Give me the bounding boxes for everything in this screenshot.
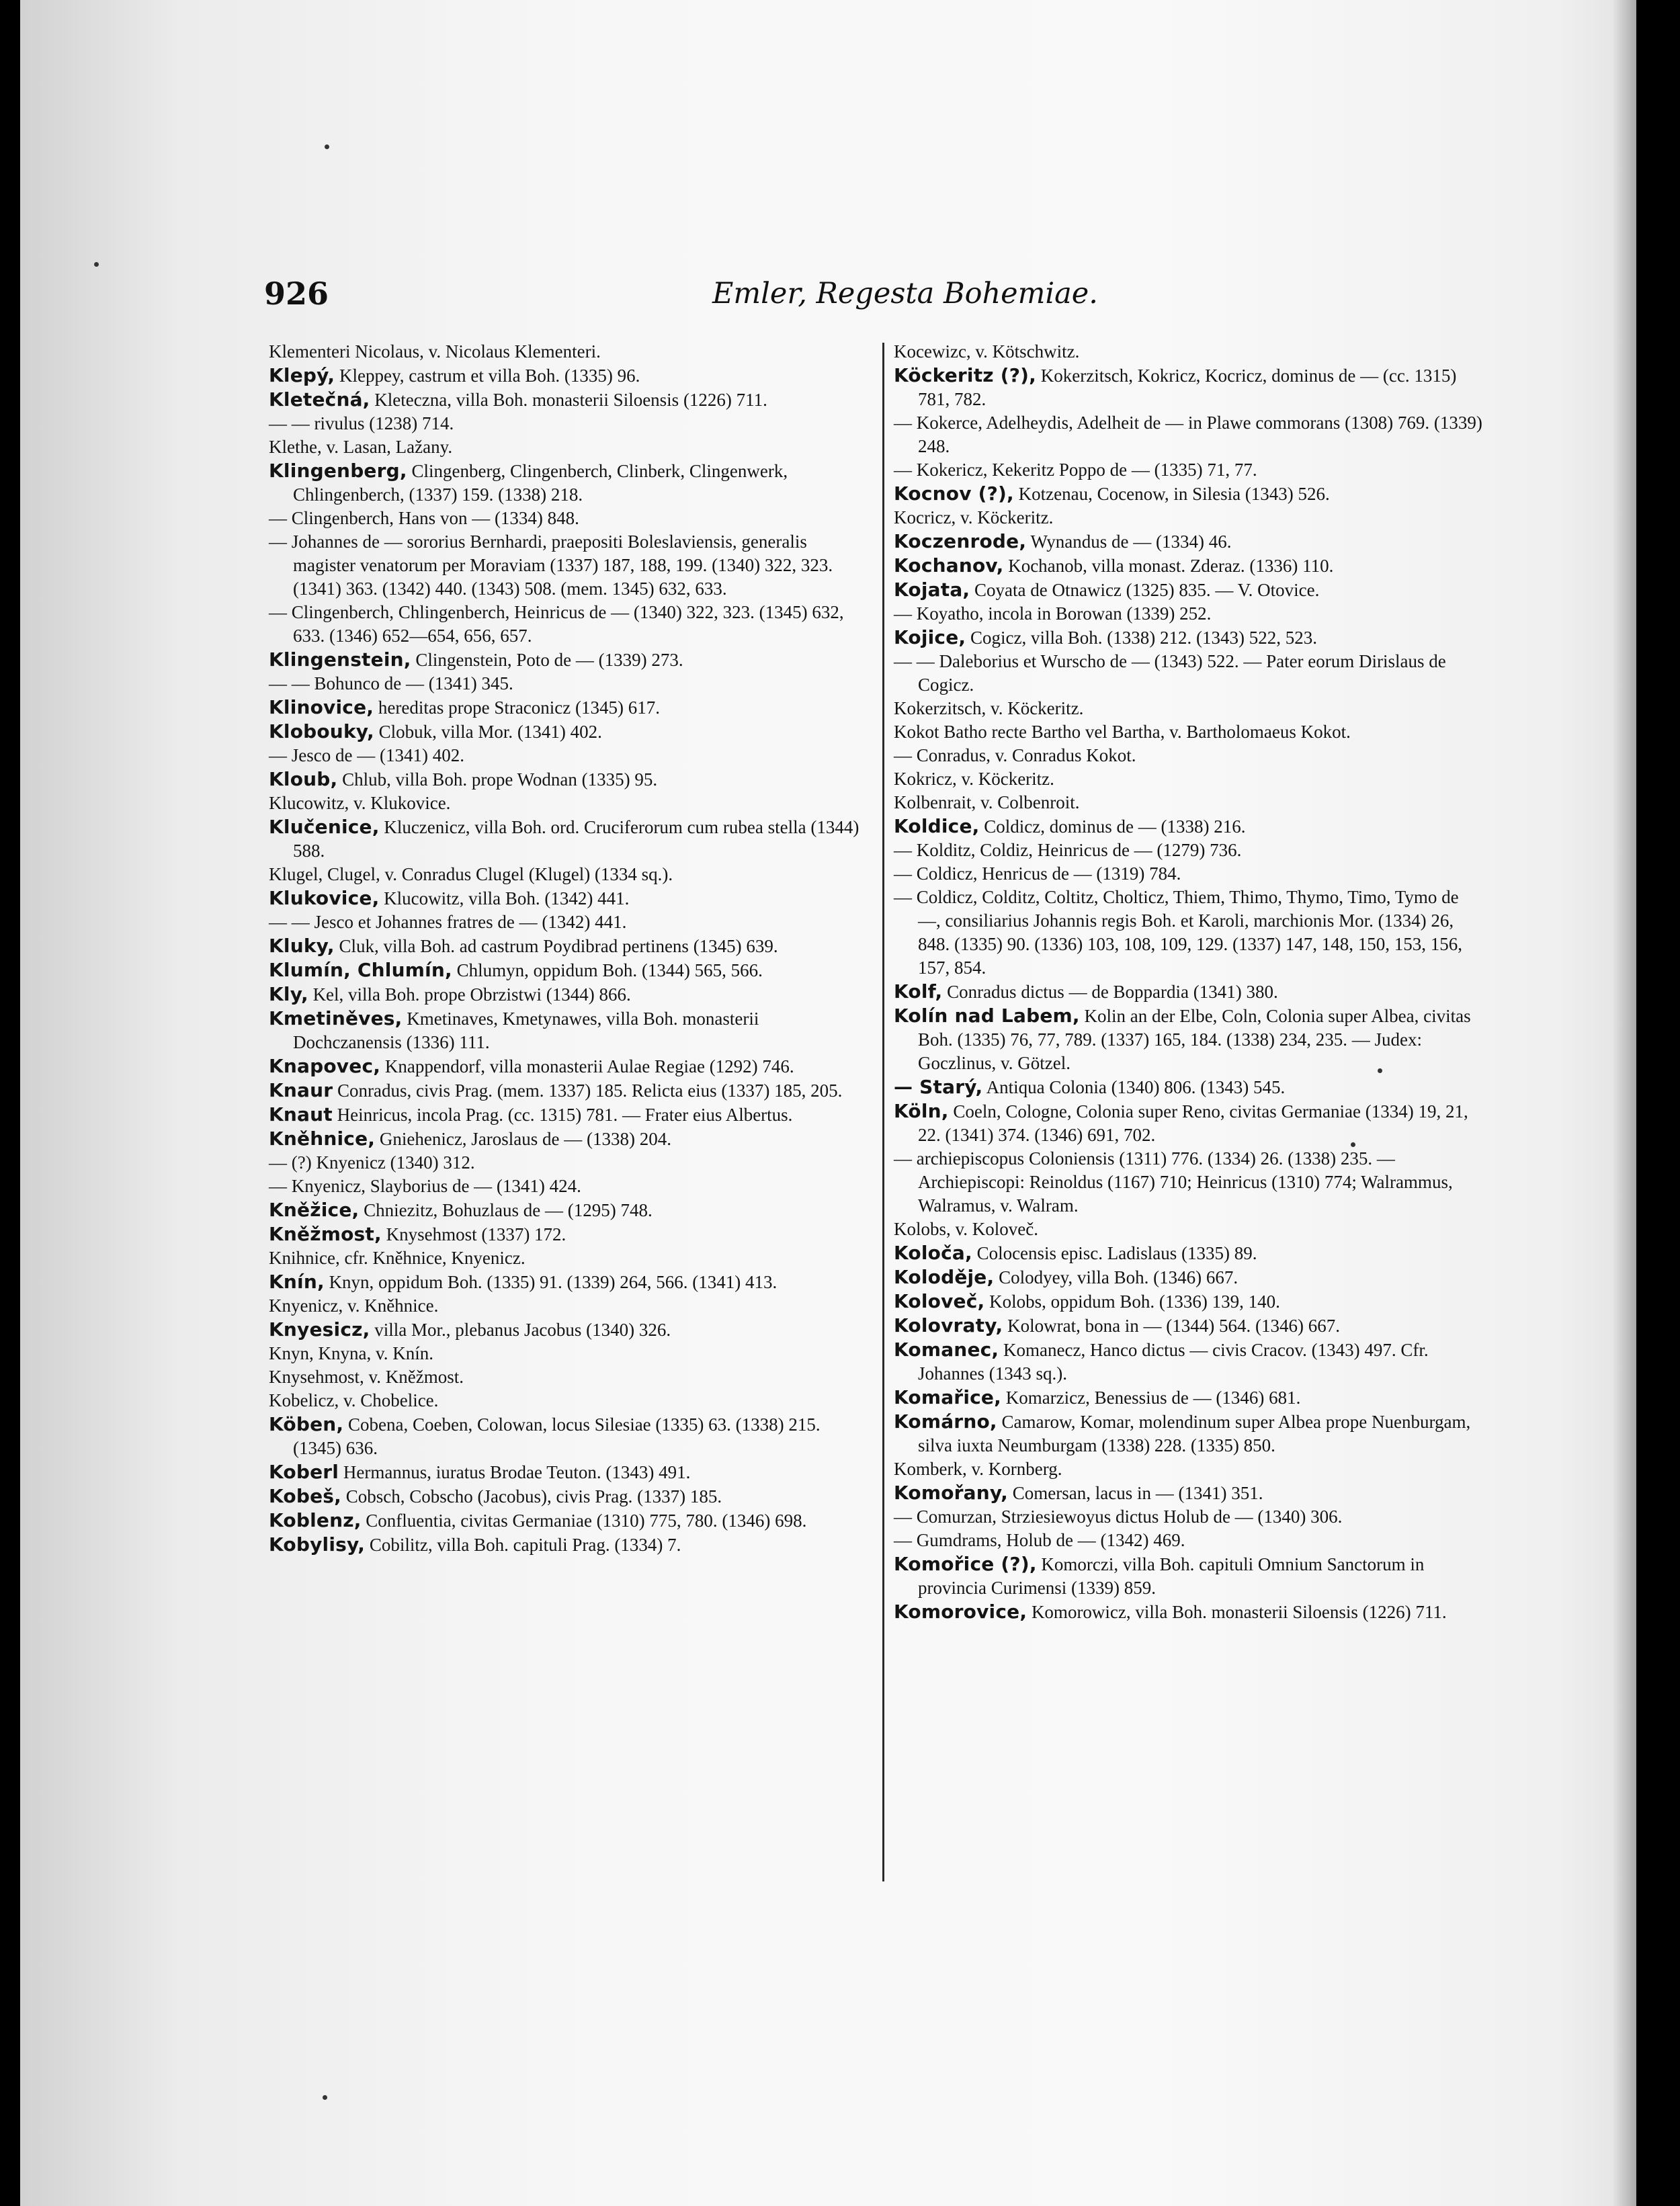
entry-headword: Kluky,	[269, 935, 335, 957]
index-entry	[894, 744, 1485, 767]
index-entry	[269, 364, 860, 388]
index-entry	[269, 1246, 860, 1270]
entry-text: Klucowitz, villa Boh. (1342) 441.	[379, 888, 630, 908]
entry-text: Klementeri Nicolaus, v. Nicolaus Klementeri.	[269, 341, 601, 362]
entry-text: — Kokerce, Adelheydis, Adelheit de — in Plawe commorans (1308) 769. (1339) 248.	[894, 413, 1482, 456]
index-entry	[269, 1151, 860, 1175]
entry-text: Knappendorf, villa monasterii Aulae Regiae (1292) 746.	[380, 1056, 794, 1076]
index-entry	[894, 791, 1485, 814]
index-entry	[269, 507, 860, 530]
entry-headword: Köln,	[894, 1100, 949, 1122]
index-entry	[269, 863, 860, 886]
entry-headword: Kmetiněves,	[269, 1007, 403, 1029]
entry-headword: Knapovec,	[269, 1055, 381, 1077]
index-entry	[894, 1265, 1485, 1289]
entry-text: — Knyenicz, Slayborius de — (1341) 424.	[269, 1176, 581, 1196]
scan-speck	[325, 144, 329, 149]
entry-text: Clobuk, villa Mor. (1341) 402.	[374, 722, 602, 742]
entry-text: Komanecz, Hanco dictus — civis Cracov. (1343) 497. Cfr. Johannes (1343 sq.).	[918, 1340, 1429, 1384]
index-entry	[269, 1389, 860, 1412]
index-entry	[894, 364, 1485, 411]
index-entry	[269, 601, 860, 648]
entry-text: Colodyey, villa Boh. (1346) 667.	[994, 1267, 1238, 1287]
entry-headword: Kolín nad Labem,	[894, 1005, 1080, 1027]
index-entry	[894, 602, 1485, 626]
index-entry	[269, 1484, 860, 1509]
entry-headword: Komorovice,	[894, 1601, 1027, 1623]
index-entry	[269, 1365, 860, 1389]
column-divider	[882, 343, 884, 1881]
entry-text: Conradus dictus — de Boppardia (1341) 380.	[942, 982, 1278, 1002]
entry-headword: Kojata,	[894, 579, 970, 601]
scan-speck	[323, 2095, 327, 2100]
entry-text: Klugel, Clugel, v. Conradus Clugel (Klugel) (1334 sq.).	[269, 864, 673, 884]
index-entry	[269, 1294, 860, 1318]
entry-text: Kel, villa Boh. prope Obrzistwi (1344) 866.	[308, 984, 631, 1005]
entry-headword: Koldice,	[894, 815, 980, 837]
entry-text: Coyata de Otnawicz (1325) 835. — V. Otovice.	[970, 580, 1320, 600]
entry-text: Chniezitz, Bohuzlaus de — (1295) 748.	[359, 1200, 653, 1220]
entry-text: Knysehmost (1337) 172.	[381, 1224, 566, 1244]
entry-text: — (?) Knyenicz (1340) 312.	[269, 1152, 475, 1173]
entry-text: Cobilitz, villa Boh. capituli Prag. (1334) 7.	[365, 1535, 681, 1555]
index-entry	[894, 1004, 1485, 1075]
index-entry	[894, 554, 1485, 578]
entry-headword: Klumín, Chlumín,	[269, 959, 452, 981]
right-column	[894, 340, 1485, 1624]
entry-headword: Kloub,	[269, 768, 338, 790]
entry-text: — Gumdrams, Holub de — (1342) 469.	[894, 1530, 1185, 1550]
index-entry	[269, 1318, 860, 1342]
entry-headword: Klobouky,	[269, 720, 374, 743]
index-entry	[894, 697, 1485, 720]
entry-text: villa Mor., plebanus Jacobus (1340) 326.	[370, 1320, 671, 1340]
index-entry	[269, 1342, 860, 1365]
index-entry	[894, 340, 1485, 364]
running-title: Emler, Regesta Bohemiae.	[712, 277, 1098, 310]
index-entry	[269, 767, 860, 792]
index-entry	[894, 1505, 1485, 1529]
entry-text: Gniehenicz, Jaroslaus de — (1338) 204.	[375, 1129, 672, 1149]
entry-text: Kluczenicz, villa Boh. ord. Cruciferorum cum rubea stella (1344) 588.	[293, 817, 859, 861]
entry-text: Knyenicz, v. Kněhnice.	[269, 1296, 439, 1316]
index-entry	[269, 388, 860, 412]
entry-text: — Clingenberch, Hans von — (1334) 848.	[269, 508, 579, 528]
entry-text: Kokot Batho recte Bartho vel Bartha, v. Bartholomaeus Kokot.	[894, 722, 1351, 742]
entry-text: Heinricus, incola Prag. (cc. 1315) 781. — Frater eius Albertus.	[332, 1105, 793, 1125]
entry-headword: Kojice,	[894, 626, 966, 648]
scan-speck	[94, 262, 99, 267]
index-entry	[269, 1198, 860, 1222]
index-entry	[269, 459, 860, 507]
index-entry	[894, 458, 1485, 482]
entry-headword: Knyesicz,	[269, 1318, 370, 1341]
entry-text: Kobelicz, v. Chobelice.	[269, 1390, 439, 1410]
index-entry	[894, 1600, 1485, 1624]
entry-text: — archiepiscopus Coloniensis (1311) 776. (1334) 26. (1338) 235. — Archiepiscopi: Reinoldus (1167) 710; Heinricus (1310) 774; Walrammus, Walramus, v. Walram.	[894, 1148, 1453, 1216]
entry-headword: Kocnov (?),	[894, 482, 1014, 505]
entry-text: Clingenstein, Poto de — (1339) 273.	[411, 650, 683, 670]
entry-text: Kolobs, oppidum Boh. (1336) 139, 140.	[984, 1291, 1280, 1312]
entry-headword: Koloča,	[894, 1242, 972, 1264]
entry-headword: Komořice (?),	[894, 1553, 1037, 1575]
entry-headword: Kolf,	[894, 980, 943, 1003]
entry-text: Clingenberg, Clingenberch, Clinberk, Clingenwerk, Chlingenberch, (1337) 159. (1338) 218.	[293, 461, 788, 505]
index-entry	[894, 1289, 1485, 1314]
entry-headword: Komořany,	[894, 1482, 1009, 1504]
index-entry	[269, 1412, 860, 1460]
entry-text: Chlumyn, oppidum Boh. (1344) 565, 566.	[452, 960, 763, 980]
entry-headword: Kletečná,	[269, 388, 370, 411]
entry-headword: Kly,	[269, 983, 308, 1005]
entry-text: Wynandus de — (1334) 46.	[1026, 532, 1232, 552]
scan-speck	[1351, 1142, 1355, 1147]
entry-headword: Kochanov,	[894, 554, 1004, 577]
entry-text: Kleppey, castrum et villa Boh. (1335) 96.	[335, 366, 640, 386]
index-entry	[894, 482, 1485, 506]
index-entry	[894, 1457, 1485, 1481]
index-entry	[269, 435, 860, 459]
entry-text: Kocewizc, v. Kötschwitz.	[894, 341, 1080, 362]
index-entry	[269, 1222, 860, 1246]
entry-headword: Köckeritz (?),	[894, 364, 1037, 386]
index-entry	[269, 815, 860, 863]
entry-text: Klucowitz, v. Klukovice.	[269, 793, 451, 813]
entry-text: Kochanob, villa monast. Zderaz. (1336) 110.	[1003, 556, 1334, 576]
index-entry	[269, 1127, 860, 1151]
entry-headword: — Starý,	[894, 1076, 983, 1098]
entry-headword: Kobeš,	[269, 1485, 341, 1507]
index-entry	[269, 886, 860, 910]
entry-text: — — Daleborius et Wurscho de — (1343) 522. — Pater eorum Dirislaus de Cogicz.	[894, 651, 1446, 695]
entry-headword: Knaur	[269, 1079, 333, 1101]
page-number: 926	[264, 275, 329, 312]
index-entry	[894, 1338, 1485, 1386]
index-entry	[894, 1410, 1485, 1457]
entry-text: Antiqua Colonia (1340) 806. (1343) 545.	[982, 1077, 1286, 1097]
index-entry	[269, 1054, 860, 1078]
index-entry	[894, 529, 1485, 554]
index-entry	[894, 862, 1485, 886]
entry-text: Kocricz, v. Köckeritz.	[894, 507, 1054, 527]
index-entry	[269, 910, 860, 934]
index-entry	[894, 1552, 1485, 1600]
page-edge-shadow	[1612, 0, 1636, 2206]
entry-text: — Koyatho, incola in Borowan (1339) 252.	[894, 603, 1212, 624]
entry-text: — — rivulus (1238) 714.	[269, 413, 454, 433]
entry-text: — Kokericz, Kekeritz Poppo de — (1335) 71, 77.	[894, 460, 1257, 480]
index-entry	[894, 1314, 1485, 1338]
index-entry	[269, 958, 860, 982]
index-entry	[269, 982, 860, 1007]
index-entry	[894, 1147, 1485, 1218]
left-column	[269, 340, 860, 1557]
entry-text: Cluk, villa Boh. ad castrum Poydibrad pertinens (1345) 639.	[334, 936, 778, 956]
entry-text: Klethe, v. Lasan, Lažany.	[269, 437, 453, 457]
entry-headword: Komárno,	[894, 1410, 997, 1433]
entry-headword: Komanec,	[894, 1339, 999, 1361]
index-entry	[894, 720, 1485, 744]
entry-text: — Jesco de — (1341) 402.	[269, 745, 464, 765]
index-entry	[269, 1460, 860, 1484]
entry-text: — Coldicz, Colditz, Coltitz, Cholticz, Thiem, Thimo, Thymo, Timo, Tymo de —, consiliarius Johannis regis Boh. et Karoli, marchionis Mor. (1334) 26, 848. (1335) 90. (1336) 103, 108, 109, 129. (1337) 147, 148, 150, 153, 156, 157, 854.	[894, 887, 1462, 978]
index-entry	[269, 648, 860, 672]
entry-text: Komberk, v. Kornberg.	[894, 1459, 1062, 1479]
entry-headword: Kobylisy,	[269, 1533, 366, 1556]
entry-text: Colocensis episc. Ladislaus (1335) 89.	[972, 1243, 1257, 1263]
entry-headword: Kněžmost,	[269, 1223, 382, 1245]
entry-text: Chlub, villa Boh. prope Wodnan (1335) 95.	[337, 769, 658, 790]
index-entry	[894, 411, 1485, 458]
index-entry	[269, 412, 860, 435]
index-entry	[894, 626, 1485, 650]
index-entry	[269, 1103, 860, 1127]
index-entry	[269, 1509, 860, 1533]
index-entry	[894, 1218, 1485, 1241]
entry-text: — Conradus, v. Conradus Kokot.	[894, 745, 1136, 765]
entry-text: Coldicz, dominus de — (1338) 216.	[979, 816, 1246, 837]
index-entry	[269, 1078, 860, 1103]
entry-text: Kotzenau, Cocenow, in Silesia (1343) 526.	[1013, 484, 1330, 504]
entry-text: Knyn, Knyna, v. Knín.	[269, 1343, 433, 1363]
entry-headword: Klinovice,	[269, 696, 374, 718]
entry-headword: Komařice,	[894, 1386, 1001, 1408]
entry-headword: Knín,	[269, 1271, 325, 1293]
index-entry	[269, 792, 860, 815]
entry-headword: Kolovraty,	[894, 1314, 1003, 1337]
index-entry	[894, 1386, 1485, 1410]
entry-text: Kleteczna, villa Boh. monasterii Siloensis (1226) 711.	[370, 390, 767, 410]
entry-text: Kolobs, v. Koloveč.	[894, 1219, 1038, 1239]
entry-text: Kolbenrait, v. Colbenroit.	[894, 792, 1080, 812]
entry-headword: Kněhnice,	[269, 1128, 376, 1150]
entry-text: Kokerzitsch, Kokricz, Kocricz, dominus de — (cc. 1315) 781, 782.	[918, 366, 1457, 409]
index-entry	[894, 980, 1485, 1004]
index-entry	[894, 1075, 1485, 1099]
page-sheet	[20, 0, 1636, 2206]
entry-text: Komorczi, villa Boh. capituli Omnium Sanctorum in provincia Curimensi (1339) 859.	[918, 1554, 1425, 1598]
entry-text: Kmetinaves, Kmetynawes, villa Boh. monasterii Dochczanensis (1336) 111.	[293, 1009, 759, 1052]
index-entry	[269, 1007, 860, 1054]
entry-text: Camarow, Komar, molendinum super Albea prope Nuenburgam, silva iuxta Neumburgam (1338) 228. (1335) 850.	[918, 1412, 1471, 1455]
entry-headword: Klingenberg,	[269, 460, 407, 482]
entry-text: Knihnice, cfr. Kněhnice, Knyenicz.	[269, 1248, 526, 1268]
index-entry	[894, 1529, 1485, 1552]
entry-text: Komarzicz, Benessius de — (1346) 681.	[1001, 1388, 1301, 1408]
index-entry	[269, 744, 860, 767]
entry-text: Kolowrat, bona in — (1344) 564. (1346) 667.	[1003, 1316, 1341, 1336]
entry-text: Confluentia, civitas Germaniae (1310) 775, 780. (1346) 698.	[361, 1511, 807, 1531]
index-entry	[894, 767, 1485, 791]
index-entry	[894, 650, 1485, 697]
index-entry	[269, 672, 860, 695]
index-entry	[269, 1270, 860, 1294]
index-entry	[269, 720, 860, 744]
entry-headword: Klepý,	[269, 364, 335, 386]
entry-headword: Klukovice,	[269, 887, 380, 909]
index-entry	[894, 886, 1485, 980]
entry-text: Cogicz, villa Boh. (1338) 212. (1343) 522, 523.	[966, 628, 1317, 648]
entry-text: — — Jesco et Johannes fratres de — (1342) 441.	[269, 912, 627, 932]
index-entry	[894, 1099, 1485, 1147]
index-entry	[269, 530, 860, 601]
entry-text: Kokerzitsch, v. Köckeritz.	[894, 698, 1084, 718]
entry-text: Kolin an der Elbe, Coln, Colonia super Albea, civitas Boh. (1335) 76, 77, 789. (1337) 165, 184. (1338) 234, 235. — Judex: Goczlinus, v. Götzel.	[918, 1006, 1471, 1073]
index-entry	[269, 1175, 860, 1198]
index-entry	[269, 934, 860, 958]
entry-text: Cobena, Coeben, Colowan, locus Silesiae (1335) 63. (1338) 215. (1345) 636.	[293, 1414, 821, 1458]
index-entry	[269, 340, 860, 364]
entry-headword: Koloveč,	[894, 1290, 985, 1312]
entry-text: — Johannes de — sororius Bernhardi, praepositi Boleslaviensis, generalis magister venatorum per Moraviam (1337) 187, 188, 199. (1340) 322, 323. (1341) 363. (1342) 440. (1343) 508. (mem. 1345) 632, 633.	[269, 532, 833, 599]
entry-headword: Köben,	[269, 1413, 344, 1435]
entry-headword: Koblenz,	[269, 1509, 362, 1531]
page-header	[20, 275, 1636, 323]
entry-text: Coeln, Cologne, Colonia super Reno, civitas Germaniae (1334) 19, 21, 22. (1341) 374. (1346) 691, 702.	[918, 1101, 1468, 1145]
entry-text: — — Bohunco de — (1341) 345.	[269, 673, 513, 693]
index-entry	[894, 506, 1485, 529]
entry-text: Kokricz, v. Köckeritz.	[894, 769, 1054, 789]
entry-text: Knyn, oppidum Boh. (1335) 91. (1339) 264, 566. (1341) 413.	[324, 1272, 778, 1292]
entry-text: Knysehmost, v. Kněžmost.	[269, 1367, 464, 1387]
entry-text: Conradus, civis Prag. (mem. 1337) 185. Relicta eius (1337) 185, 205.	[333, 1080, 843, 1101]
entry-headword: Kněžice,	[269, 1199, 360, 1221]
index-entry	[894, 1241, 1485, 1265]
scan-speck	[1378, 1068, 1382, 1073]
entry-headword: Klučenice,	[269, 816, 380, 838]
entry-headword: Koczenrode,	[894, 530, 1027, 552]
entry-text: Comersan, lacus in — (1341) 351.	[1008, 1483, 1263, 1503]
entry-headword: Klingenstein,	[269, 648, 411, 671]
index-entry	[894, 578, 1485, 602]
entry-text: Cobsch, Cobscho (Jacobus), civis Prag. (1337) 185.	[341, 1486, 722, 1507]
index-entry	[894, 814, 1485, 839]
entry-text: — Kolditz, Coldiz, Heinricus de — (1279) 736.	[894, 840, 1242, 860]
entry-text: Hermannus, iuratus Brodae Teuton. (1343) 491.	[339, 1462, 691, 1482]
index-entry	[269, 695, 860, 720]
entry-text: hereditas prope Straconicz (1345) 617.	[374, 697, 660, 718]
entry-headword: Knaut	[269, 1103, 333, 1126]
entry-headword: Koberl	[269, 1461, 339, 1483]
index-entry	[894, 1481, 1485, 1505]
entry-headword: Koloděje,	[894, 1266, 995, 1288]
entry-text: — Comurzan, Strziesiewoyus dictus Holub de — (1340) 306.	[894, 1507, 1343, 1527]
entry-text: — Coldicz, Henricus de — (1319) 784.	[894, 863, 1181, 884]
entry-text: Komorowicz, villa Boh. monasterii Siloensis (1226) 711.	[1027, 1602, 1447, 1622]
index-entry	[894, 839, 1485, 862]
index-entry	[269, 1533, 860, 1557]
entry-text: — Clingenberch, Chlingenberch, Heinricus de — (1340) 322, 323. (1345) 632, 633. (1346) 652—654, 656, 657.	[269, 602, 844, 646]
